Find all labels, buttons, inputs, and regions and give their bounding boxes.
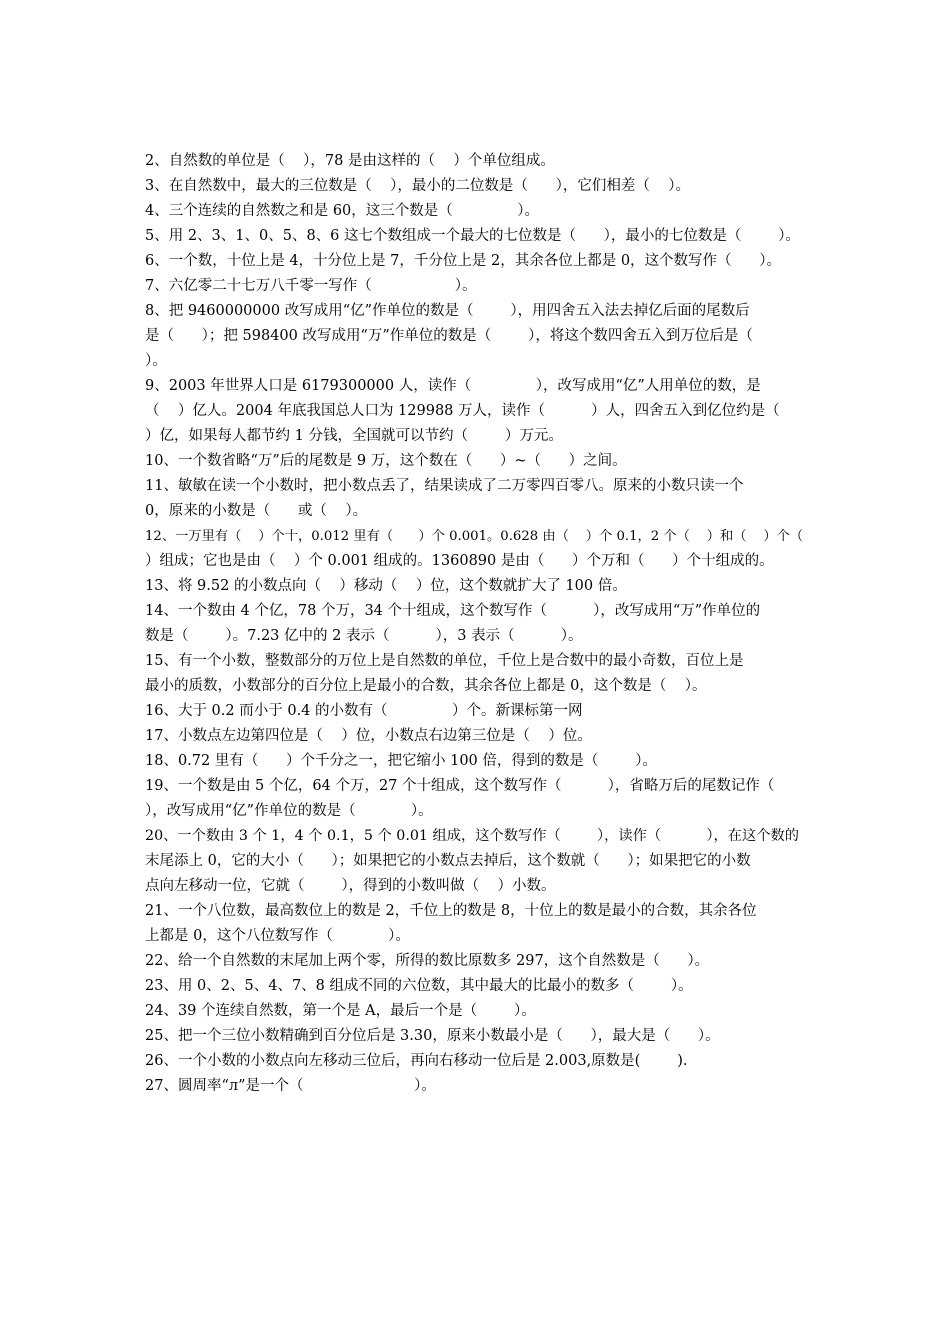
question-11-line-2: 0，原来的小数是（ 或（ ）。 (145, 503, 368, 519)
question-17: 17、小数点左边第四位是（ ）位，小数点右边第三位是（ ）位。 (145, 728, 592, 744)
question-13: 13、将 9.52 的小数点向（ ）移动（ ）位，这个数就扩大了 100 倍。 (145, 578, 627, 594)
question-12-line-2: ）组成；它也是由（ ）个 0.001 组成的。1360890 是由（ ）个万和（ ）个十组成的。 (145, 553, 774, 569)
question-14-line-1: 14、一个数由 4 个亿，78 个万，34 个十组成，这个数写作（ ），改写成用“万”作单位的 (145, 603, 761, 619)
question-9-line-3: ）亿，如果每人都节约 1 分钱，全国就可以节约（ ）万元。 (145, 428, 563, 444)
question-10: 10、一个数省略“万”后的尾数是 9 万，这个数在（ ）~（ ）之间。 (145, 453, 627, 469)
question-20-line-1: 20、一个数由 3 个 1，4 个 0.1，5 个 0.01 组成，这个数写作（ ），读作（ ），在这个数的 (145, 828, 800, 844)
question-7: 7、六亿零二十七万八千零一写作（ ）。 (145, 278, 477, 294)
question-15-line-1: 15、有一个小数，整数部分的万位上是自然数的单位，千位上是合数中的最小奇数，百位上是 (145, 653, 744, 669)
question-22: 22、给一个自然数的末尾加上两个零，所得的数比原数多 297，这个自然数是（ ）。 (145, 953, 710, 969)
question-20-line-3: 点向左移动一位，它就（ ），得到的小数叫做（ ）小数。 (145, 878, 556, 894)
question-27: 27、圆周率“л”是一个（ ）。 (145, 1078, 436, 1094)
question-6: 6、一个数，十位上是 4，十分位上是 7，千分位上是 2，其余各位上都是 0，这个数写作（ ）。 (145, 253, 781, 269)
question-19-line-2: ），改写成用“亿”作单位的数是（ ）。 (145, 803, 433, 819)
question-8-line-3: ）。 (145, 353, 167, 369)
question-23: 23、用 0、2、5、4、7、8 组成不同的六位数，其中最大的比最小的数多（ ）。 (145, 978, 693, 994)
question-12-line-1: 12、一万里有（ ）个十，0.012 里有（ ）个 0.001。0.628 由（ ）个 0.1，2 个（ ）和（ ）个（ (145, 529, 804, 544)
question-21-line-1: 21、一个八位数，最高数位上的数是 2，千位上的数是 8，十位上的数是最小的合数，其余各位 (145, 903, 757, 919)
question-18: 18、0.72 里有（ ）个千分之一，把它缩小 100 倍，得到的数是（ ）。 (145, 753, 658, 769)
question-2: 2、自然数的单位是（ ），78 是由这样的（ ）个单位组成。 (145, 153, 555, 169)
question-15-line-2: 最小的质数，小数部分的百分位上是最小的合数，其余各位上都是 0，这个数是（ ）。 (145, 678, 707, 694)
document-page (145, 149, 810, 1099)
question-16: 16、大于 0.2 而小于 0.4 的小数有（ ）个。新课标第一网 (145, 703, 583, 719)
question-9-line-2: （ ）亿人。2004 年底我国总人口为 129988 万人，读作（ ）人，四舍五入到亿位约是（ (145, 403, 780, 419)
question-5: 5、用 2、3、1、0、5、8、6 这七个数组成一个最大的七位数是（ ），最小的七位数是（ ）。 (145, 228, 801, 244)
question-11-line-1: 11、敏敏在读一个小数时，把小数点丢了，结果读成了二万零四百零八。原来的小数只读一个 (145, 478, 744, 494)
question-24: 24、39 个连续自然数，第一个是 A，最后一个是（ ）。 (145, 1003, 536, 1019)
question-8-line-2: 是（ ）；把 598400 改写成用“万”作单位的数是（ ），将这个数四舍五入到万位后是（ (145, 328, 753, 344)
question-20-line-2: 末尾添上 0，它的大小（ ）；如果把它的小数点去掉后，这个数就（ ）；如果把它的小数 (145, 853, 751, 869)
question-19-line-1: 19、一个数是由 5 个亿，64 个万，27 个十组成，这个数写作（ ），省略万后的尾数记作（ (145, 778, 775, 794)
question-4: 4、三个连续的自然数之和是 60，这三个数是（ ）。 (145, 203, 540, 219)
question-8-line-1: 8、把 9460000000 改写成用“亿”作单位的数是（ ），用四舍五入法去掉亿后面的尾数后 (145, 303, 750, 319)
question-21-line-2: 上都是 0，这个八位数写作（ ）。 (145, 928, 410, 944)
question-25: 25、把一个三位小数精确到百分位后是 3.30，原来小数最小是（ ），最大是（ ）。 (145, 1028, 720, 1044)
question-26: 26、一个小数的小数点向左移动三位后，再向右移动一位后是 2.003,原数是( ). (145, 1053, 688, 1069)
question-9-line-1: 9、2003 年世界人口是 6179300000 人，读作（ ），改写成用“亿”人用单位的数，是 (145, 378, 761, 394)
question-3: 3、在自然数中，最大的三位数是（ ），最小的二位数是（ ），它们相差（ ）。 (145, 178, 691, 194)
question-14-line-2: 数是（ ）。7.23 亿中的 2 表示（ ），3 表示（ ）。 (145, 628, 583, 644)
